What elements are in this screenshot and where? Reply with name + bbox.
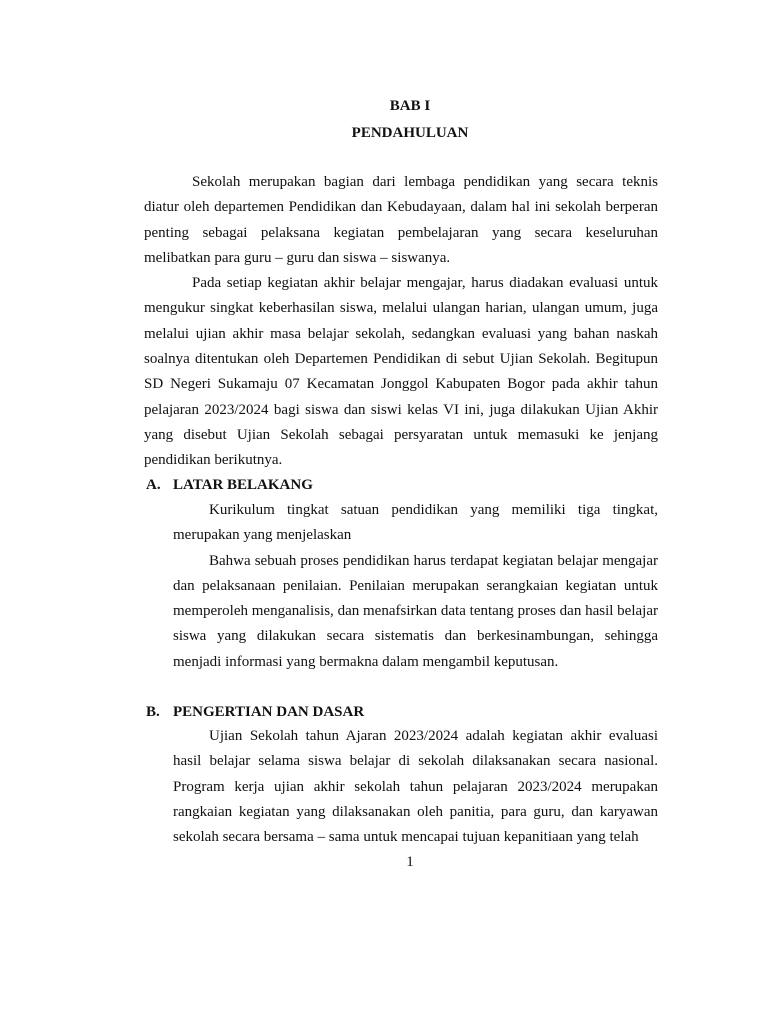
intro-paragraph: Sekolah merupakan bagian dari lembaga pendidikan yang secara teknis diatur oleh departemen Pendidikan dan Kebudayaan, dalam hal ini sekolah berperan penting sebagai pelaksana kegiatan pembelajaran yang secara keseluruhan melibatkan para guru – guru dan siswa – siswanya. <box>144 174 658 266</box>
section-title: PENGERTIAN DAN DASAR <box>173 704 365 720</box>
intro-paragraph: Pada setiap kegiatan akhir belajar mengajar, harus diadakan evaluasi untuk mengukur singkat keberhasilan siswa, melalui ulangan harian, ulangan umum, juga melalui ujian akhir masa belajar sekolah, sedangkan evaluasi yang bahan naskah soalnya ditentukan oleh Departemen Pendidikan di sebut Ujian Sekolah. Begitupun SD Negeri Sukamaju 07 Kecamatan Jonggol Kabupaten Bogor pada akhir tahun pelajaran 2023/2024 bagi siswa dan siswi kelas VI ini, juga dilakukan Ujian Akhir yang disebut Ujian Sekolah sebagai persyaratan untuk memasuki ke jenjang pendidikan berikutnya. <box>144 275 658 469</box>
section-heading-pengertian-dan-dasar <box>146 702 364 722</box>
chapter-label: BAB I <box>389 98 431 114</box>
section-paragraph: Kurikulum tingkat satuan pendidikan yang memiliki tiga tingkat, merupakan yang menjelaskan <box>173 502 658 544</box>
chapter-title: PENDAHULUAN <box>351 125 469 141</box>
intro-text <box>144 170 658 474</box>
section-title: LATAR BELAKANG <box>173 477 313 493</box>
page-number: 1 <box>406 854 414 870</box>
section-letter: B. <box>146 704 160 720</box>
section-letter: A. <box>146 477 161 493</box>
section-heading-latar-belakang <box>146 475 313 495</box>
section-paragraph: Ujian Sekolah tahun Ajaran 2023/2024 adalah kegiatan akhir evaluasi hasil belajar selama siswa belajar di sekolah dilaksanakan secara nasional. Program kerja ujian akhir sekolah tahun pelajaran 2023/2024 merupakan rangkaian kegiatan yang dilaksanakan oleh panitia, para guru, dan karyawan sekolah secara bersama – sama untuk mencapai tujuan kepanitiaan yang telah <box>173 728 658 846</box>
section-paragraph: Bahwa sebuah proses pendidikan harus terdapat kegiatan belajar mengajar dan pelaksanaan penilaian. Penilaian merupakan serangkaian kegiatan untuk memperoleh menganalisis, dan menafsirkan data tentang proses dan hasil belajar siswa yang dilakukan secara sistematis dan berkesinambungan, sehingga menjadi informasi yang bermakna dalam mengambil keputusan. <box>173 552 658 670</box>
section-body-latar-belakang <box>173 498 658 675</box>
section-body-pengertian-dan-dasar <box>173 724 658 850</box>
